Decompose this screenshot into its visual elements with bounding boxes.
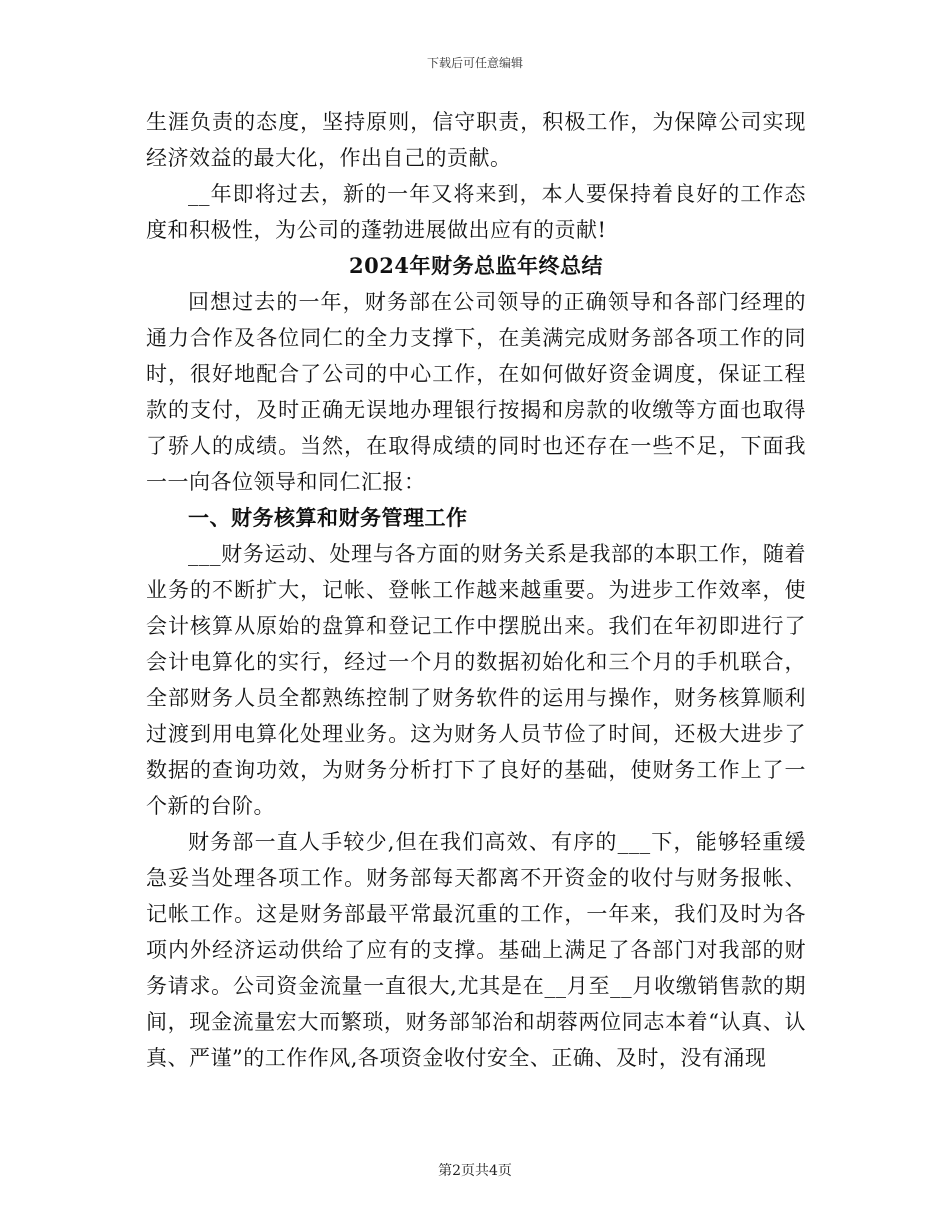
page-number: 第2页共4页 — [438, 1163, 512, 1179]
paragraph-continuation: 生涯负责的态度，坚持原则，信守职责，积极工作，为保障公司实现经济效益的最大化，作出自己的贡献。 — [146, 110, 806, 170]
paragraph-year-end: __年即将过去，新的一年又将来到，本人要保持着良好的工作态度和积极性，为公司的蓬勃进展做出应有的贡献! — [146, 182, 806, 242]
paragraph-accounting: ___财务运动、处理与各方面的财务关系是我部的本职工作，随着业务的不断扩大，记帐、登帐工作越来越重要。为进步工作效率，使会计核算从原始的盘算和登记工作中摆脱出来。我们在年初即进行了会计电算化的实行，经过一个月的数据初始化和三个月的手机联合，全部财务人员全都熟练控制了财务软件的运用与操作，财务核算顺利过渡到用电算化处理业务。这为财务人员节俭了时间，还极大进步了数据的查询功效，为财务分析打下了良好的基础，使财务工作上了一个新的台阶。 — [146, 542, 806, 818]
document-title: 2024年财务总监年终总结 — [349, 253, 603, 278]
page-header-note: 下载后可任意编辑 — [426, 56, 523, 70]
paragraph-intro: 回想过去的一年，财务部在公司领导的正确领导和各部门经理的通力合作及各位同仁的全力支撑下，在美满完成财务部各项工作的同时，很好地配合了公司的中心工作，在如何做好资金调度，保证工程款的支付，及时正确无误地办理银行按揭和房款的收缴等方面也取得了骄人的成绩。当然，在取得成绩的同时也还存在一些不足，下面我一一向各位领导和同仁汇报： — [146, 290, 806, 494]
document-body — [146, 104, 806, 1076]
section-heading: 一、财务核算和财务管理工作 — [188, 505, 468, 530]
paragraph-staffing: 财务部一直人手较少,但在我们高效、有序的___下，能够轻重缓急妥当处理各项工作。财务部每天都离不开资金的收付与财务报帐、记帐工作。这是财务部最平常最沉重的工作，一年来，我们及时为各项内外经济运动供给了应有的支撑。基础上满足了各部门对我部的财务请求。公司资金流量一直很大,尤其是在__月至__月收缴销售款的期间，现金流量宏大而繁琐，财务部邹治和胡蓉两位同志本着“认真、认真、严谨”的工作作风,各项资金收付安全、正确、及时，没有涌现 — [146, 830, 806, 1070]
